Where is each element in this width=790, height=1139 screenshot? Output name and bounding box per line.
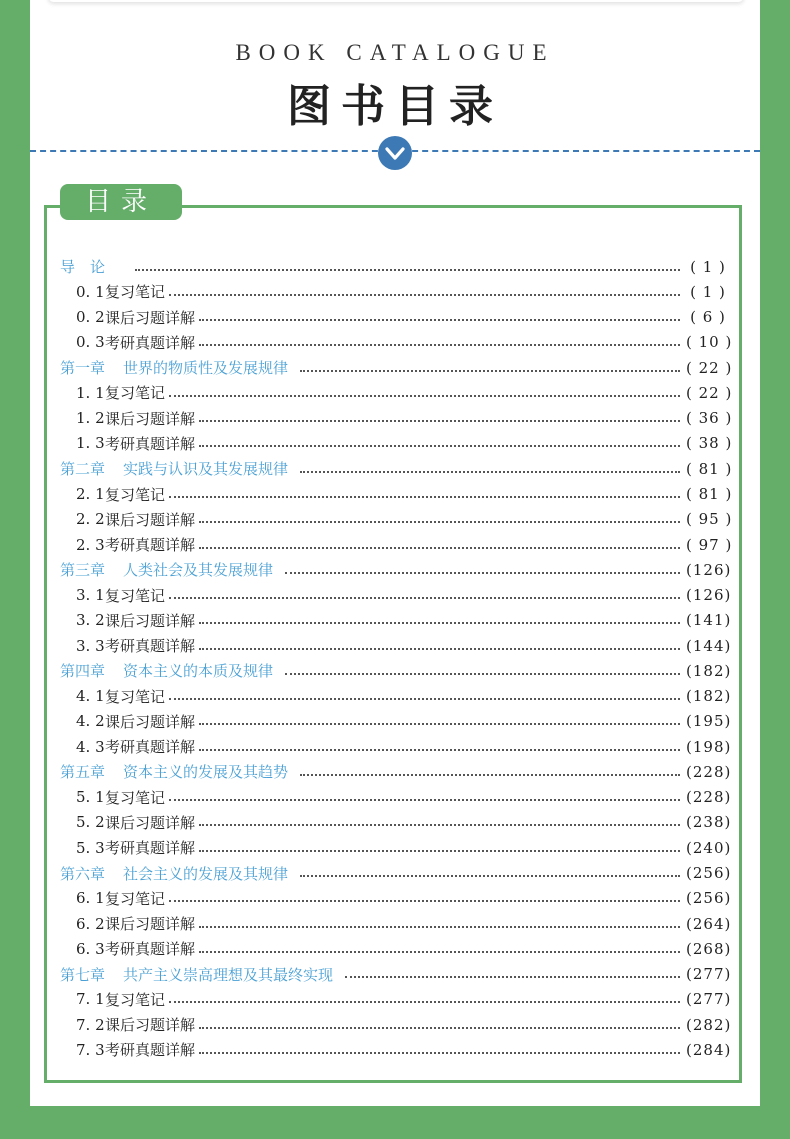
toc-entry-title: 考研真题详解 [105, 738, 196, 757]
toc-entry-title: 复习笔记 [105, 990, 166, 1009]
toc-entry-title: 复习笔记 [105, 788, 166, 807]
toc-entry-title: 复习笔记 [105, 889, 166, 908]
toc-section-row[interactable] [60, 582, 730, 607]
dot-leader [285, 659, 680, 675]
toc-section-row[interactable] [60, 1012, 730, 1037]
dot-leader [199, 1038, 680, 1054]
dot-leader [300, 760, 680, 776]
dot-leader [169, 684, 680, 700]
toc-entry-title: 考研真题详解 [105, 839, 196, 858]
toc-page-number: ( 22 ) [686, 383, 733, 402]
toc-entry-title: 考研真题详解 [105, 434, 196, 453]
toc-section-row[interactable] [60, 380, 733, 405]
toc-entry-number: 第五章 [60, 763, 106, 782]
page-title: 图书目录 [287, 81, 503, 132]
toc-section-row[interactable] [60, 431, 733, 456]
toc-section-row[interactable] [60, 279, 730, 304]
toc-entry-number: 6. 3 [76, 939, 105, 958]
toc-list [60, 254, 733, 1063]
toc-entry-number: 6. 1 [76, 889, 105, 908]
toc-entry-title: 考研真题详解 [105, 1041, 196, 1060]
dot-leader [199, 836, 680, 852]
toc-section-row[interactable] [60, 734, 730, 759]
dot-leader [345, 962, 680, 978]
toc-section-row[interactable] [60, 709, 730, 734]
toc-section-row[interactable] [60, 684, 730, 709]
toc-tab-label: 目录 [60, 184, 182, 220]
dot-leader [199, 810, 680, 826]
toc-page-number: ( 10 ) [686, 333, 733, 352]
toc-section-row[interactable] [60, 886, 730, 911]
dot-leader [199, 406, 680, 422]
toc-page-number: (240) [686, 838, 732, 857]
dot-leader [169, 886, 680, 902]
toc-entry-number: 6. 2 [76, 914, 105, 933]
toc-section-row[interactable] [60, 507, 733, 532]
toc-page-number: (141) [686, 611, 732, 630]
dot-leader [199, 533, 680, 549]
toc-entry-number: 5. 3 [76, 838, 105, 857]
toc-section-row[interactable] [60, 810, 730, 835]
toc-entry-title: 资本主义的本质及规律 [123, 662, 274, 681]
toc-chapter-row[interactable] [60, 759, 730, 784]
toc-section-row[interactable] [60, 481, 733, 506]
dot-leader [169, 785, 680, 801]
toc-entry-title: 考研真题详解 [105, 637, 196, 656]
toc-entry-number: 1. 3 [76, 434, 105, 453]
dot-leader [285, 558, 680, 574]
dot-leader [300, 861, 680, 877]
toc-section-row[interactable] [60, 608, 730, 633]
toc-chapter-row[interactable] [60, 658, 730, 683]
toc-page-number: ( 38 ) [686, 434, 733, 453]
toc-chapter-row[interactable] [60, 860, 730, 885]
dot-leader [199, 634, 680, 650]
toc-entry-title: 世界的物质性及发展规律 [123, 359, 289, 378]
toc-entry-number: 4. 3 [76, 737, 105, 756]
toc-entry-title: 复习笔记 [105, 485, 166, 504]
toc-chapter-row[interactable] [60, 557, 730, 582]
toc-page-number: ( 1 ) [690, 257, 726, 276]
dot-leader [300, 356, 680, 372]
toc-entry-title: 考研真题详解 [105, 333, 196, 352]
toc-entry-title: 课后习题详解 [105, 611, 196, 630]
toc-entry-number: 第六章 [60, 864, 106, 883]
toc-page-number: (182) [686, 687, 732, 706]
toc-section-row[interactable] [60, 305, 730, 330]
toc-entry-title: 复习笔记 [105, 586, 166, 605]
toc-entry-number: 7. 1 [76, 990, 105, 1009]
dot-leader [199, 330, 680, 346]
toc-page-number: ( 95 ) [686, 510, 733, 529]
dot-leader [169, 381, 680, 397]
toc-section-row[interactable] [60, 911, 730, 936]
toc-entry-number: 7. 3 [76, 1040, 105, 1059]
toc-page-number: ( 1 ) [690, 282, 726, 301]
toc-chapter-row[interactable] [60, 254, 730, 279]
toc-entry-number: 2. 2 [76, 510, 105, 529]
dot-leader [169, 583, 680, 599]
toc-entry-title: 考研真题详解 [105, 536, 196, 555]
toc-entry-title: 课后习题详解 [105, 712, 196, 731]
toc-page-number: (144) [686, 636, 732, 655]
english-title: BOOK CATALOGUE [235, 40, 555, 65]
toc-entry-number: 第一章 [60, 359, 106, 378]
toc-page-number: ( 6 ) [690, 308, 726, 327]
dot-leader [169, 987, 680, 1003]
dot-leader [199, 735, 680, 751]
toc-entry-title: 课后习题详解 [105, 409, 196, 428]
toc-entry-number: 5. 1 [76, 788, 105, 807]
toc-entry-number: 1. 2 [76, 409, 105, 428]
toc-section-row[interactable] [60, 532, 733, 557]
toc-entry-title: 资本主义的发展及其趋势 [123, 763, 289, 782]
dot-leader [199, 709, 680, 725]
dot-leader [169, 482, 680, 498]
toc-page-number: (256) [686, 864, 732, 882]
toc-entry-title: 实践与认识及其发展规律 [123, 460, 289, 479]
dot-leader [199, 507, 680, 523]
toc-entry-title: 课后习题详解 [105, 1016, 196, 1035]
toc-entry-number: 3. 3 [76, 636, 105, 655]
chevron-down-icon [378, 136, 412, 170]
toc-section-row[interactable] [60, 406, 733, 431]
toc-page-number: (282) [686, 1015, 732, 1034]
toc-entry-number: 4. 1 [76, 687, 105, 706]
toc-page-number: ( 22 ) [686, 358, 733, 377]
toc-entry-number: 3. 1 [76, 586, 105, 605]
dot-leader [300, 457, 680, 473]
toc-section-row[interactable] [60, 835, 730, 860]
toc-entry-title: 人类社会及其发展规律 [123, 561, 274, 580]
toc-page-number: (228) [686, 788, 732, 807]
toc-entry-number: 第四章 [60, 662, 106, 681]
dot-leader [199, 937, 680, 953]
toc-section-row[interactable] [60, 987, 730, 1012]
toc-chapter-row[interactable] [60, 355, 733, 380]
dot-leader [135, 255, 680, 271]
toc-entry-number: 7. 2 [76, 1015, 105, 1034]
catalogue-page [30, 0, 760, 1106]
toc-entry-number: 3. 2 [76, 611, 105, 630]
toc-chapter-row[interactable] [60, 456, 733, 481]
toc-page-number: (126) [686, 586, 732, 605]
toc-page-number: (284) [686, 1040, 732, 1059]
toc-page-number: (256) [686, 889, 732, 908]
toc-entry-number: 0. 1 [76, 282, 105, 301]
toc-entry-title: 社会主义的发展及其规律 [123, 864, 289, 883]
toc-entry-number: 5. 2 [76, 813, 105, 832]
toc-page-number: (268) [686, 939, 732, 958]
dot-leader [199, 1013, 680, 1029]
toc-page-number: (264) [686, 914, 732, 933]
toc-entry-title: 复习笔记 [105, 687, 166, 706]
toc-entry-number: 4. 2 [76, 712, 105, 731]
toc-entry-title: 复习笔记 [105, 283, 166, 302]
toc-entry-title: 复习笔记 [105, 384, 166, 403]
toc-page-number: (238) [686, 813, 732, 832]
toc-section-row[interactable] [60, 1037, 730, 1062]
top-card-edge [48, 0, 744, 2]
toc-entry-number: 导 论 [60, 258, 106, 277]
toc-section-row[interactable] [60, 785, 730, 810]
toc-page-number: ( 36 ) [686, 409, 733, 428]
toc-section-row[interactable] [60, 936, 730, 961]
toc-page-number: (182) [686, 661, 732, 680]
toc-section-row[interactable] [60, 330, 733, 355]
toc-entry-title: 课后习题详解 [105, 813, 196, 832]
toc-entry-number: 第二章 [60, 460, 106, 479]
dot-leader [199, 305, 680, 321]
toc-entry-number: 2. 3 [76, 535, 105, 554]
toc-page-number: ( 81 ) [686, 459, 733, 478]
toc-page-number: (277) [686, 990, 732, 1009]
toc-entry-title: 共产主义崇高理想及其最终实现 [123, 965, 334, 984]
toc-entry-number: 1. 1 [76, 383, 105, 402]
toc-page-number: (277) [686, 965, 732, 984]
toc-entry-number: 第七章 [60, 965, 106, 984]
toc-entry-number: 0. 3 [76, 333, 105, 352]
dot-leader [199, 608, 680, 624]
toc-page-number: (228) [686, 762, 732, 781]
toc-entry-number: 2. 1 [76, 485, 105, 504]
toc-chapter-row[interactable] [60, 961, 730, 986]
dot-leader [169, 280, 680, 296]
toc-page-number: (198) [686, 737, 732, 756]
toc-entry-title: 课后习题详解 [105, 510, 196, 529]
toc-section-row[interactable] [60, 633, 730, 658]
toc-page-number: ( 81 ) [686, 485, 733, 504]
toc-entry-number: 0. 2 [76, 308, 105, 327]
toc-page-number: (195) [686, 712, 732, 731]
dot-leader [199, 912, 680, 928]
toc-page-number: ( 97 ) [686, 535, 733, 554]
toc-page-number: (126) [686, 560, 732, 579]
dot-leader [199, 431, 680, 447]
toc-entry-title: 课后习题详解 [105, 308, 196, 327]
toc-entry-number: 第三章 [60, 561, 106, 580]
toc-entry-title: 考研真题详解 [105, 940, 196, 959]
toc-entry-title: 课后习题详解 [105, 915, 196, 934]
